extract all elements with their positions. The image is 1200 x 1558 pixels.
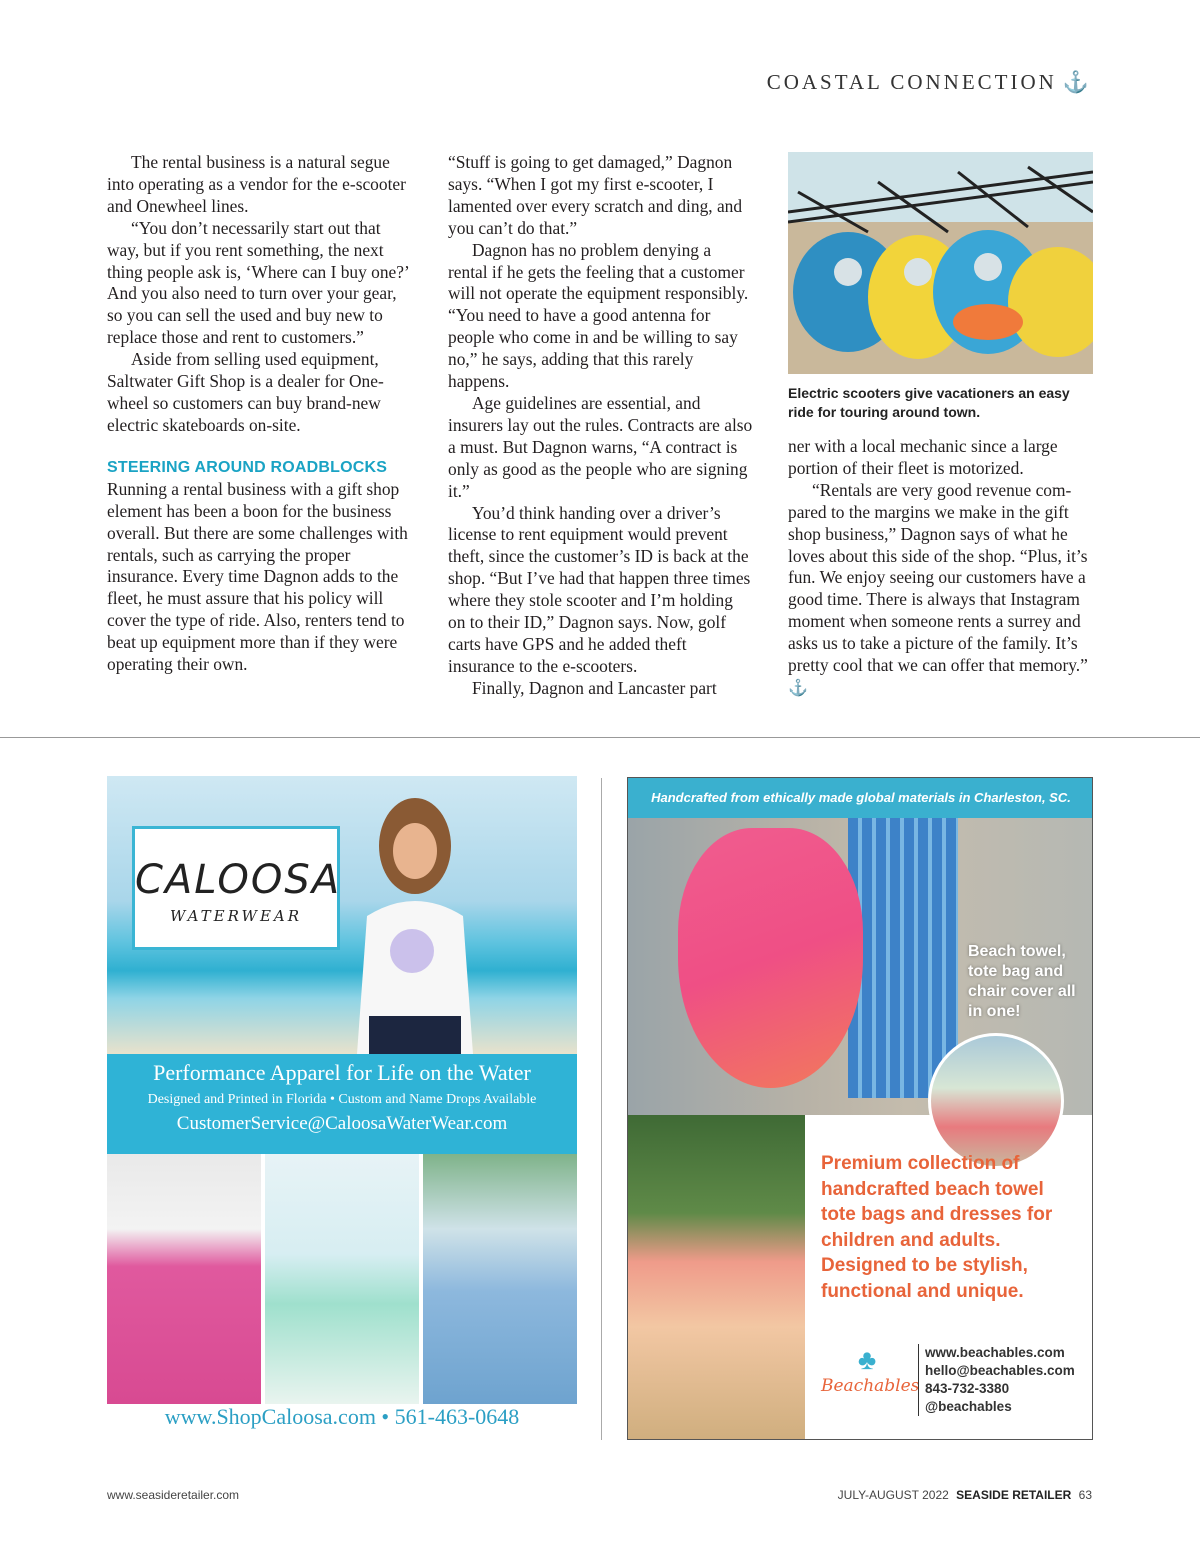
beachables-ad[interactable] xyxy=(627,777,1093,1440)
paragraph: Finally, Dagnon and Lancaster part xyxy=(472,677,717,698)
brand-name: Beachables xyxy=(821,1376,920,1396)
contact-email[interactable]: hello@beachables.com xyxy=(925,1363,1075,1378)
ad-photo-man xyxy=(423,1154,577,1404)
ad-website-phone[interactable]: www.ShopCaloosa.com • 561-463-0648 xyxy=(164,1404,520,1429)
promo-text: Premium collection of handcrafted beach towel tote bags and dresses for children and adults. Designed to be stylish, functional and unique. xyxy=(821,1153,1053,1302)
paragraph: ner with a local mechanic since a large portion of their fleet is motorized. xyxy=(788,436,1058,478)
scooter-photo xyxy=(788,152,1093,374)
section-header xyxy=(767,70,1092,95)
paragraph: Dagnon has no problem denying a rental if he gets the feeling that a customer will not operate the equipment responsibly. “You need to have a good antenna for people who come in and be willing to say no,” he says, adding that this rarely happens. xyxy=(448,239,749,392)
horizontal-divider xyxy=(0,737,1200,738)
paragraph: Aside from selling used equipment, Saltwater Gift Shop is a dealer for Onewheel so customers can buy brand-new electric skateboards on-site. xyxy=(107,349,384,435)
article-column-2 xyxy=(448,152,754,700)
ad-banner: Handcrafted from ethically made global materials in Charleston, SC. xyxy=(628,778,1093,818)
ad-photo-kids xyxy=(265,1154,419,1404)
paragraph: You’d think handing over a driver’s license to rent equipment would prevent theft, since the customer’s ID is back at the shop. “But I’ve had that happen three times where they stole scooter and I’m holding on to their ID,” Dagnon says. Now, golf carts have GPS and he added theft insurance to the e-scooters. xyxy=(448,502,751,676)
ad-tagline-band xyxy=(107,1054,577,1154)
caloosa-logo xyxy=(132,826,340,950)
pink-tote xyxy=(678,828,863,1088)
folio xyxy=(838,1488,1092,1502)
scooter-illustration xyxy=(788,152,1093,374)
ad-email[interactable]: CustomerService@CaloosaWaterWear.com xyxy=(176,1113,508,1134)
section-title: COASTAL CONNECTION xyxy=(766,70,1057,94)
pineapple-icon: ♣ xyxy=(857,1345,877,1376)
ad-subline: Designed and Printed in Florida • Custom and Name Drops Available xyxy=(147,1092,537,1107)
girl-dress-photo xyxy=(628,1115,805,1440)
vertical-divider xyxy=(601,778,602,1440)
issue-date: JULY-AUGUST 2022 xyxy=(837,1488,949,1502)
paragraph: The rental business is a natural segue into operating as a vendor for the e-scooter and Onewheel lines. xyxy=(107,152,406,216)
article-column-3 xyxy=(788,152,1094,700)
subheading: STEERING AROUND ROADBLOCKS xyxy=(107,458,388,476)
paragraph: Age guidelines are essential, and insurers lay out the rules. Contracts are also a must. But Dagnon warns, “A contract is only as good as the people who are signing it.” xyxy=(448,392,753,501)
ad-tagline: Performance Apparel for Life on the Water xyxy=(153,1060,531,1085)
paragraph: “You don’t necessarily start out that way, but if you rent something, the next thing people ask is, ‘Where can I buy one?’ And you also need to turn over your gear, so you can sell the used and buy new to replace those and rent to customers.” xyxy=(107,217,409,348)
contact-phone[interactable]: 843-732-3380 xyxy=(925,1381,1010,1396)
paragraph xyxy=(788,480,1094,700)
article-column-1 xyxy=(107,152,413,676)
anchor-icon: ⚓ xyxy=(1062,70,1092,94)
logo-wordmark: CALOOSA xyxy=(135,857,342,903)
paragraph-text: “Rentals are very good revenue compared to the margins we make in the gift shop business,” Dagnon says of what he loves about this side of the shop. “Plus, it’s fun. We enjoy seeing our customers have a good time. There is always that Instagram moment when someone rents a surrey and asks us to take a picture of the family. It’s pretty cool that we can offer that memory.” xyxy=(788,479,1088,676)
footer-website[interactable]: www.seasideretailer.com xyxy=(107,1488,240,1502)
paragraph: Running a rental business with a gift shop element has been a boon for the business overall. But there are some challenges with rentals, such as carrying the proper insurance. Every time Dagnon adds to the fleet, he must assure that his policy will cover the type of ride. Also, renters tend to beat up equipment more than if they were operating their own. xyxy=(107,478,408,675)
contact-social[interactable]: @beachables xyxy=(925,1399,1012,1414)
contact-website[interactable]: www.beachables.com xyxy=(925,1345,1065,1360)
contact-list xyxy=(918,1344,1075,1416)
end-anchor-icon: ⚓ xyxy=(788,679,808,697)
product-callout: Beach towel, tote bag and chair cover all in one! xyxy=(968,943,1076,1020)
magazine-name: SEASIDE RETAILER xyxy=(956,1488,1072,1502)
paragraph: “Stuff is going to get damaged,” Dagnon says. “When I got my first e-scooter, I lamented over every scratch and ding, and you can’t do that.” xyxy=(448,152,743,238)
photo-caption: Electric scooters give vacationers an easy ride for touring around town. xyxy=(788,385,1070,420)
beachables-logo xyxy=(821,1345,920,1396)
logo-subtitle: WATERWEAR xyxy=(169,907,303,925)
blue-towel xyxy=(848,818,958,1098)
ad-beach-photo xyxy=(107,776,577,1054)
chair-cover-inset-photo xyxy=(928,1033,1064,1169)
caloosa-ad[interactable] xyxy=(107,776,577,1439)
ad-photo-woman xyxy=(107,1154,261,1404)
page-number: 63 xyxy=(1078,1488,1092,1502)
ad-photo-row xyxy=(107,1154,577,1404)
